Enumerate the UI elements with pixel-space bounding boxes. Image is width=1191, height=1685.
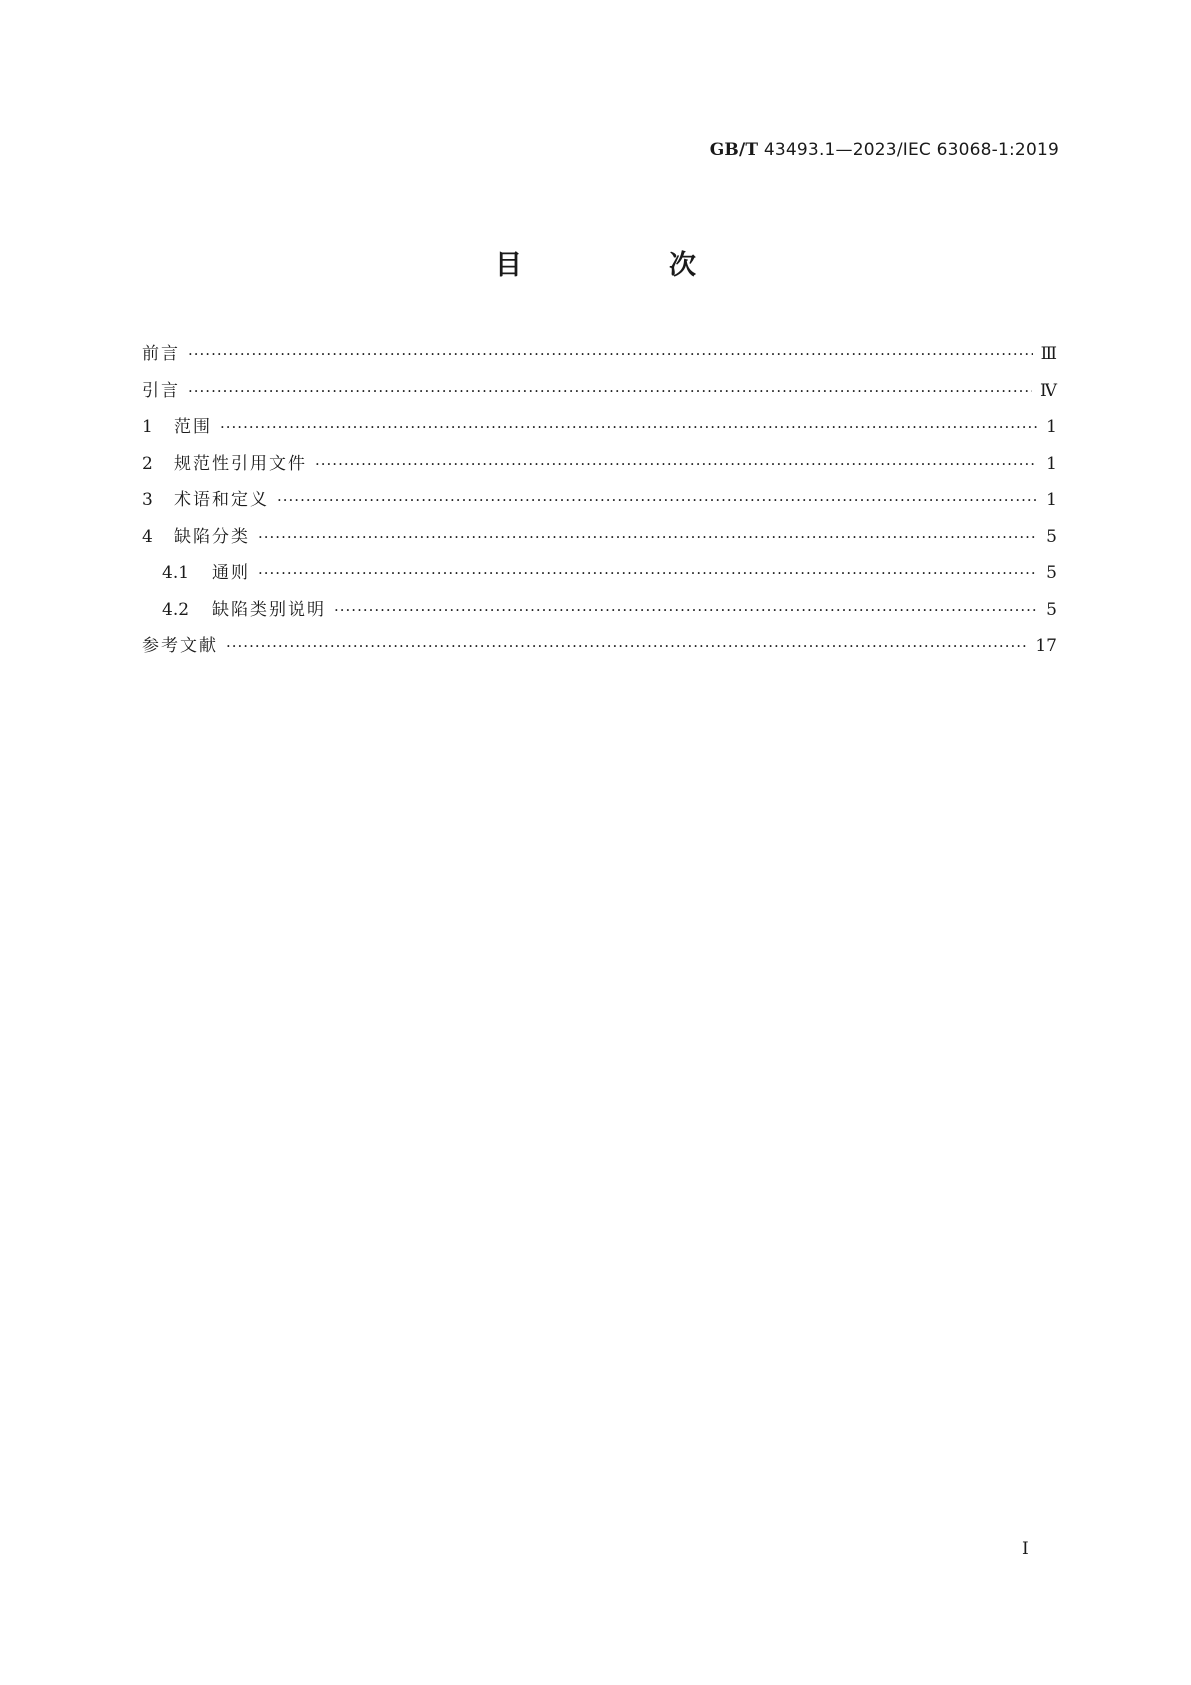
toc-leader-dots xyxy=(226,637,1027,655)
toc-entry-label: 参考文献 xyxy=(142,636,218,656)
toc-entry-scope[interactable] xyxy=(142,412,1057,449)
toc-entry-page: Ⅳ xyxy=(1040,380,1057,401)
toc-entry-foreword[interactable] xyxy=(142,339,1057,376)
toc-entry-page: 1 xyxy=(1046,453,1057,474)
toc-entry-label: 范围 xyxy=(174,417,212,437)
toc-entry-number: 4.2 xyxy=(162,599,190,620)
table-of-contents xyxy=(142,339,1057,668)
toc-entry-terms-definitions[interactable] xyxy=(142,485,1057,522)
toc-leader-dots xyxy=(258,528,1037,546)
toc-entry-label: 术语和定义 xyxy=(174,490,269,510)
toc-leader-dots xyxy=(220,418,1037,436)
toc-entry-introduction[interactable] xyxy=(142,376,1057,413)
toc-entry-page: 5 xyxy=(1046,526,1057,547)
toc-entry-number: 4 xyxy=(142,526,153,547)
toc-entry-number: 1 xyxy=(142,417,153,437)
toc-entry-label: 缺陷分类 xyxy=(174,526,250,547)
toc-entry-page: Ⅲ xyxy=(1040,344,1057,364)
toc-leader-dots xyxy=(277,491,1037,509)
standard-code: GB/T xyxy=(709,140,759,160)
toc-entry-label: 前言 xyxy=(142,344,180,364)
toc-entry-page: 1 xyxy=(1046,490,1057,510)
toc-entry-label: 引言 xyxy=(142,380,180,401)
toc-entry-page: 5 xyxy=(1046,599,1057,620)
toc-entry-page: 1 xyxy=(1046,417,1057,437)
toc-entry-bibliography[interactable] xyxy=(142,631,1057,668)
toc-entry-defect-classification[interactable] xyxy=(142,522,1057,559)
page-number: Ⅰ xyxy=(1022,1539,1029,1559)
toc-entry-page: 5 xyxy=(1046,563,1057,583)
toc-entry-normative-references[interactable] xyxy=(142,449,1057,486)
toc-entry-label: 缺陷类别说明 xyxy=(212,599,326,620)
toc-leader-dots xyxy=(188,345,1033,363)
toc-entry-number: 4.1 xyxy=(162,563,190,583)
page-title: 目 次 xyxy=(495,250,756,281)
standard-identifier: 43493.1—2023/IEC 63068-1:2019 xyxy=(763,140,1059,160)
toc-leader-dots xyxy=(334,601,1037,619)
toc-leader-dots xyxy=(315,455,1037,473)
toc-entry-defect-categories[interactable] xyxy=(142,595,1057,632)
toc-entry-label: 规范性引用文件 xyxy=(174,453,307,474)
toc-leader-dots xyxy=(258,564,1037,582)
toc-entry-number: 3 xyxy=(142,490,153,510)
toc-entry-label: 通则 xyxy=(212,563,250,583)
toc-leader-dots xyxy=(188,382,1032,400)
toc-entry-number: 2 xyxy=(142,453,153,474)
toc-entry-general[interactable] xyxy=(142,558,1057,595)
toc-entry-page: 17 xyxy=(1035,636,1057,656)
standard-number xyxy=(710,140,1059,160)
